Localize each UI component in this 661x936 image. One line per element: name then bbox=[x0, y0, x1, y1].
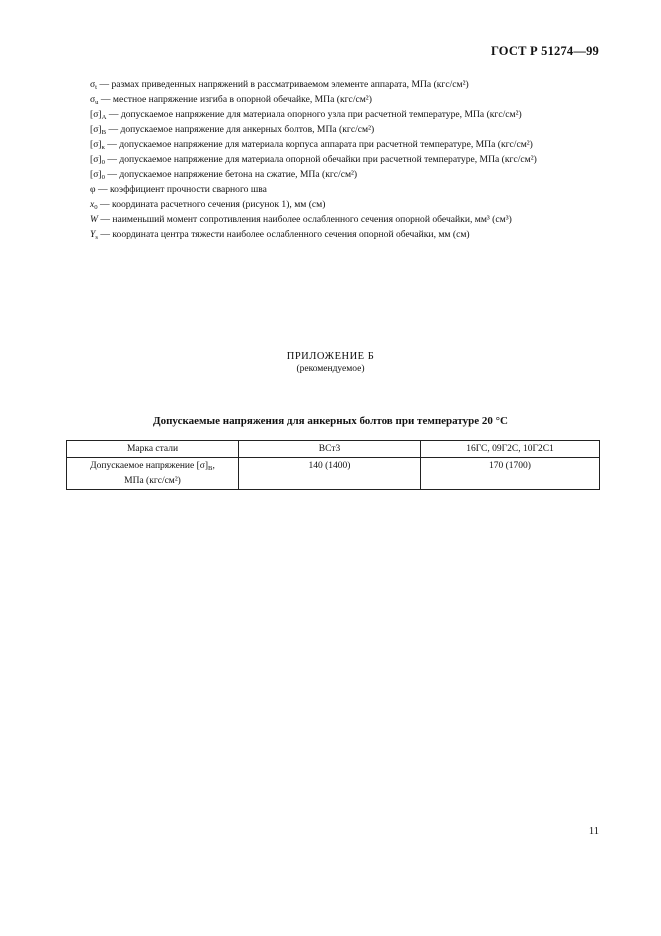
def-symbol: σ bbox=[90, 94, 96, 105]
def-text: — допускаемое напряжение для материала корпуса аппарата при расчетной температуре, МПа (кгс/см²) bbox=[104, 139, 533, 150]
definition-item bbox=[66, 79, 599, 94]
def-subscript: 0 bbox=[94, 204, 98, 211]
row-label-units: МПа (кгс/см²) bbox=[124, 476, 181, 486]
def-symbol: x bbox=[90, 199, 95, 210]
def-subscript: s bbox=[95, 234, 98, 241]
def-symbol: [σ] bbox=[90, 154, 102, 165]
def-symbol: [σ] bbox=[90, 139, 102, 150]
definition-item bbox=[66, 124, 599, 139]
definition-item bbox=[66, 229, 599, 244]
header-cell-vst3: ВСт3 bbox=[239, 441, 421, 458]
def-symbol: [σ] bbox=[90, 109, 102, 120]
def-subscript: B bbox=[101, 129, 107, 136]
table-row bbox=[67, 458, 600, 490]
def-text: — наименьший момент сопротивления наиболее ослабленного сечения опорной обечайки, мм³ (см³) bbox=[98, 214, 512, 225]
header-cell-16gs: 16ГС, 09Г2С, 10Г2С1 bbox=[421, 441, 600, 458]
def-subscript: 0 bbox=[101, 159, 105, 166]
page-number: 11 bbox=[588, 826, 599, 837]
definition-item bbox=[66, 169, 599, 184]
def-symbol: Y bbox=[90, 229, 96, 240]
definition-item bbox=[66, 154, 599, 169]
table-header-row bbox=[67, 441, 600, 458]
document-header: ГОСТ Р 51274—99 bbox=[490, 44, 599, 58]
definition-item bbox=[66, 139, 599, 154]
def-subscript: u bbox=[95, 99, 99, 106]
def-subscript: t bbox=[95, 84, 98, 91]
row-label-subscript: B bbox=[208, 465, 213, 472]
def-symbol: [σ] bbox=[90, 169, 102, 180]
appendix-title: ПРИЛОЖЕНИЕ Б bbox=[286, 351, 375, 362]
symbol-definitions bbox=[66, 79, 599, 244]
def-symbol: W bbox=[90, 214, 98, 225]
def-text: — коэффициент прочности сварного шва bbox=[95, 184, 267, 195]
header-cell-steel-grade: Марка стали bbox=[67, 441, 239, 458]
def-text: — допускаемое напряжение для материала опорной обечайки при расчетной температуре, МПа (кгс/см²) bbox=[104, 154, 537, 165]
anchor-bolt-stress-table bbox=[66, 440, 600, 490]
table-title: Допускаемые напряжения для анкерных болтов при температуре 20 °С bbox=[153, 415, 508, 427]
definition-item bbox=[66, 184, 599, 199]
def-symbol: σ bbox=[90, 79, 96, 90]
def-symbol: φ bbox=[90, 184, 96, 195]
definition-item bbox=[66, 94, 599, 109]
value-cell-vst3: 140 (1400) bbox=[239, 458, 421, 490]
def-text: — размах приведенных напряжений в рассматриваемом элементе аппарата, МПа (кгс/см²) bbox=[97, 79, 469, 90]
def-text: — допускаемое напряжение для анкерных болтов, МПа (кгс/см²) bbox=[106, 124, 375, 135]
row-label-main: Допускаемое напряжение [σ] bbox=[90, 461, 209, 471]
def-text: — допускаемое напряжение для материала опорного узла при расчетной температуре, МПа (кгс/см²) bbox=[106, 109, 522, 120]
row-label-cell bbox=[67, 458, 239, 490]
def-subscript: A bbox=[101, 114, 107, 121]
def-subscript: к bbox=[101, 144, 105, 151]
def-text: — допускаемое напряжение бетона на сжатие, МПа (кгс/см²) bbox=[104, 169, 358, 180]
row-label-tail: , bbox=[212, 461, 215, 471]
def-text: — координата расчетного сечения (рисунок 1), мм (см) bbox=[97, 199, 326, 210]
value-cell-16gs: 170 (1700) bbox=[421, 458, 600, 490]
def-subscript: 0 bbox=[101, 174, 105, 181]
appendix-subtitle: (рекомендуемое) bbox=[296, 364, 365, 374]
definition-item bbox=[66, 199, 599, 214]
def-text: — местное напряжение изгиба в опорной обечайке, МПа (кгс/см²) bbox=[98, 94, 372, 105]
def-text: — координата центра тяжести наиболее ослабленного сечения опорной обечайки, мм (см) bbox=[97, 229, 470, 240]
definition-item bbox=[66, 109, 599, 124]
def-symbol: [σ] bbox=[90, 124, 102, 135]
definition-item bbox=[66, 214, 599, 229]
